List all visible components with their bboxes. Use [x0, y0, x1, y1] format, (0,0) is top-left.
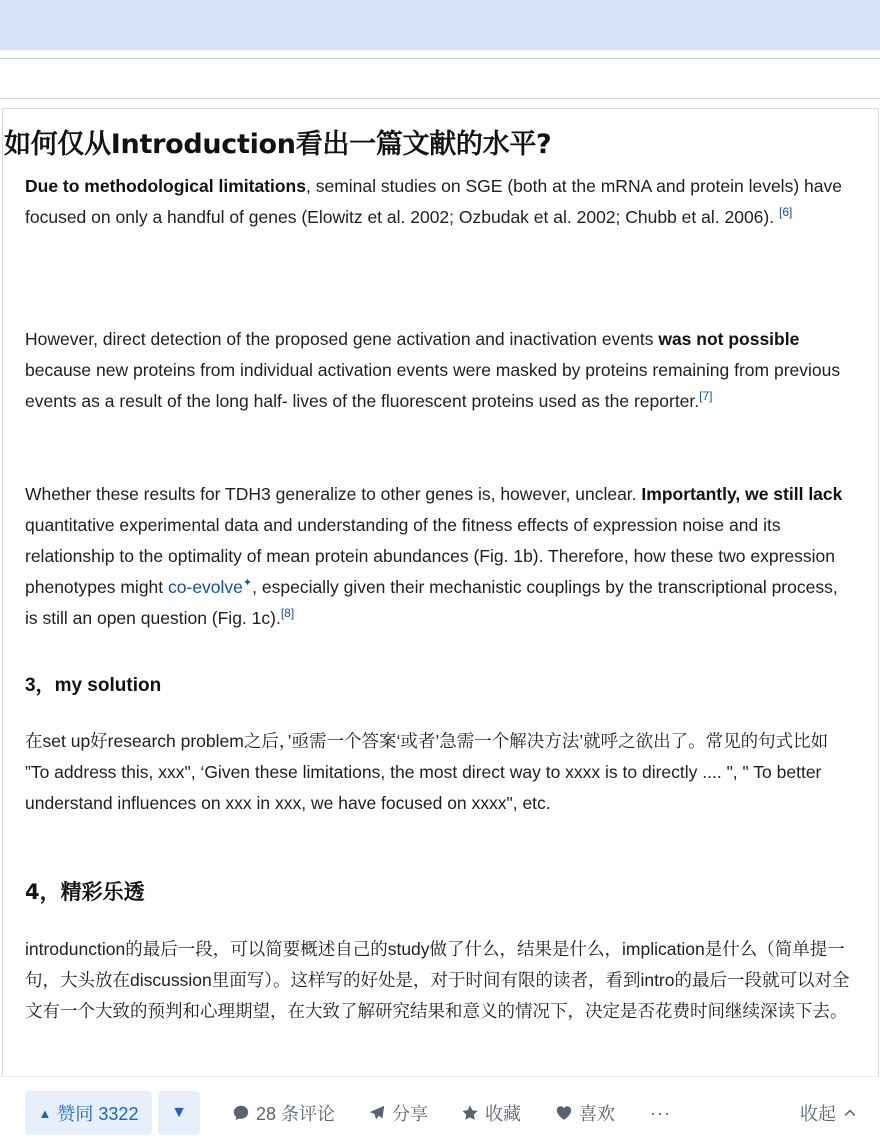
vote-up-button[interactable]: ▲ 赞同 3322	[25, 1091, 152, 1135]
triangle-up-icon: ▲	[38, 1105, 52, 1121]
paragraph-1: Due to methodological limitations, seminal studies on SGE (both at the mRNA and protein levels) have focused on only a handful of genes (Elowitz et al. 2002; Ozbudak et al. 2002; Chubb et al. 2006). [6]	[25, 176, 842, 227]
bold-text: Importantly, we still lack	[641, 484, 843, 504]
triangle-down-icon: ▼	[171, 1104, 187, 1121]
share-button[interactable]: 分享	[368, 1091, 428, 1135]
vote-down-button[interactable]	[158, 1091, 200, 1135]
reference-link[interactable]: [8]	[280, 606, 295, 621]
comment-icon	[232, 1104, 250, 1122]
bold-text: Due to methodological limitations	[25, 176, 306, 196]
paragraph-2: However, direct detection of the proposed gene activation and inactivation events was not possible because new proteins from individual activation events were masked by proteins remaining from previous events as a result of the long half- lives of the fluorescent proteins used as the reporter.[7]	[25, 329, 841, 411]
paragraph-5: introdunction的最后一段，可以简要概述自己的study做了什么，结果是什么，implication是什么（简单提一句，大头放在discussion里面写）。这样写的好处是，对于时间有限的读者，看到intro的最后一段就可以对全文有一个大致的预判和心理期望，在大致了解研究结果和意义的情况下，决定是否花费时间继续深读下去。	[25, 939, 850, 1021]
reference-link[interactable]: [6]	[778, 205, 793, 220]
reference-link[interactable]: [7]	[699, 389, 713, 404]
heart-icon	[555, 1104, 573, 1122]
question-title[interactable]: 如何仅从Introduction看出一篇文献的水平?	[4, 129, 552, 160]
collapse-button[interactable]: 收起	[800, 1091, 858, 1135]
share-icon	[368, 1104, 386, 1122]
top-banner	[0, 0, 880, 50]
collect-button[interactable]: 收藏	[461, 1091, 521, 1135]
chevron-up-icon	[842, 1105, 858, 1121]
like-button[interactable]: 喜欢	[555, 1091, 615, 1135]
action-bar	[0, 1076, 880, 1141]
bold-text: was not possible	[658, 329, 800, 349]
star-icon	[461, 1104, 479, 1122]
divider	[0, 98, 880, 99]
paragraph-4: 在set up好research problem之后，’亟需一个答案‘或者’急需一个解决方法’就呼之欲出了。常见的句式比如 ”To address this, xxx", ‘Given these limitations, the most direct way to xxxx is to directly .... ", " To better understand influences on xxx in xxx, we have focused on xxxx", etc.	[25, 731, 829, 813]
section-heading: 4，精彩乐透	[25, 880, 145, 904]
more-icon: ···	[650, 1102, 671, 1123]
comment-button[interactable]: 28 条评论	[232, 1091, 335, 1135]
more-button[interactable]	[650, 1091, 671, 1135]
sparkle-icon: ✦	[242, 577, 253, 590]
coevolve-link[interactable]: co-evolve✦	[168, 577, 253, 597]
section-heading: 3，my solution	[25, 675, 162, 696]
paragraph-3: Whether these results for TDH3 generalize to other genes is, however, unclear. Importantly, we still lack quantitative experimental data and understanding of the fitness effects of expression noise and its relationship to the optimality of mean protein abundances (Fig. 1b). Therefore, how these two expression phenotypes might co-evolve✦, especially given their mechanistic couplings by the transcriptional process, is still an open question (Fig. 1c).[8]	[25, 484, 843, 628]
divider	[0, 58, 880, 59]
